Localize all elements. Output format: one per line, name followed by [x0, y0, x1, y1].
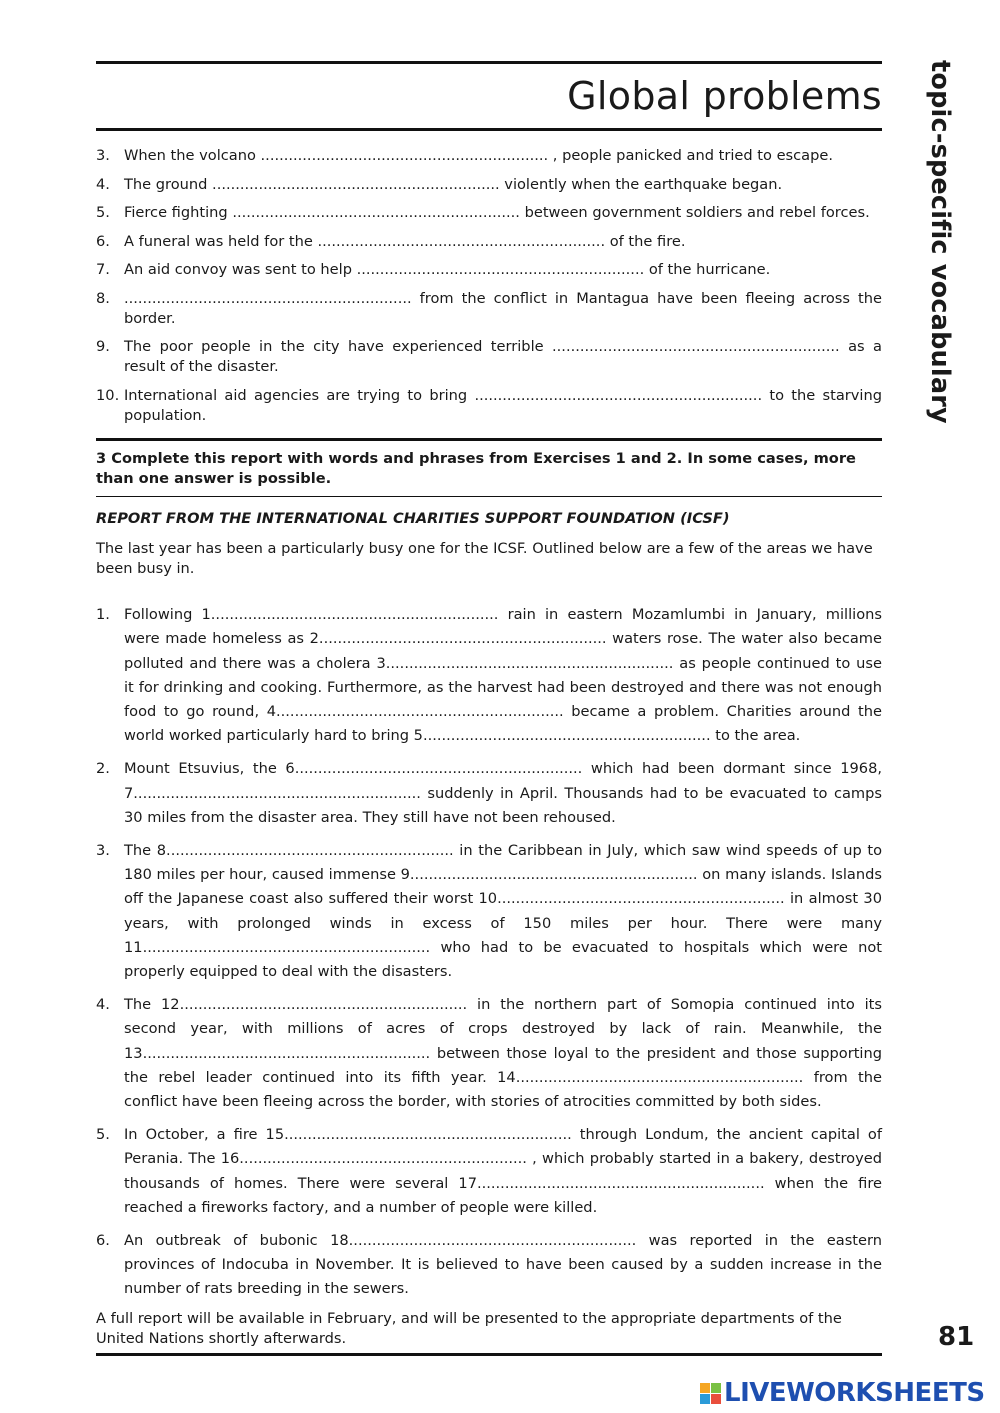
- side-label: topic-specific vocabulary: [925, 60, 955, 424]
- title-underline-rule: [96, 128, 882, 131]
- report-closing: A full report will be available in February, and will be presented to the appropriate departments of the United Nations shortly afterwards.: [96, 1310, 842, 1347]
- report-heading: REPORT FROM THE INTERNATIONAL CHARITIES SUPPORT FOUNDATION (ICSF): [96, 510, 730, 527]
- item-number: 5.: [96, 204, 110, 221]
- item-number: 4.: [96, 175, 110, 193]
- item-text: The poor people in the city have experienced terrible .............................................................. as a result of the disaster.: [124, 338, 882, 375]
- exercise-item: [96, 203, 882, 223]
- item-number: 9.: [96, 338, 110, 355]
- report-paragraph: [96, 1123, 882, 1220]
- item-text: International aid agencies are trying to bring .............................................................. to the starving population.: [124, 386, 882, 424]
- logo-text: LIVEWORKSHEETS: [724, 1378, 985, 1408]
- page-number: 81: [938, 1322, 975, 1352]
- item-text: A funeral was held for the .............................................................. of the fire.: [124, 232, 686, 250]
- item-text: When the volcano .............................................................. , people panicked and tried to escape.: [124, 147, 833, 164]
- paragraph-text: Mount Etsuvius, the 6.............................................................. which had been dormant since 1968, 7.............................................................. suddenly in April. Thousands had to be evacuated to camps 30 miles from the disaster area. They still have not been rehoused.: [124, 760, 882, 826]
- item-number: 7.: [96, 261, 110, 278]
- exercise-item: [96, 175, 882, 195]
- exercise-item: [96, 146, 882, 166]
- exercise-2-list: [96, 146, 882, 434]
- paragraph-number: 4.: [96, 995, 110, 1013]
- item-text: An aid convoy was sent to help .............................................................. of the hurricane.: [124, 261, 771, 278]
- report-paragraph: [96, 839, 882, 985]
- bottom-rule: [96, 1353, 882, 1356]
- exercise-item: [96, 232, 882, 252]
- report-paragraph: [96, 757, 882, 830]
- item-number: 8.: [96, 289, 110, 307]
- item-text: Fierce fighting .............................................................. between government soldiers and rebel forces.: [124, 204, 870, 221]
- paragraph-text: Following 1.............................................................. rain in eastern Mozamlumbi in January, millions were made homeless as 2.............................................................. waters rose. The water also became polluted and there was a cholera 3.............................................................. as people continued to use it for drinking and cooking. Furthermore, as the harvest had been destroyed and there was not enough food to go round, 4.............................................................. became a problem. Charities around the world worked particularly hard to bring 5.............................................................. to the area.: [124, 606, 882, 745]
- paragraph-number: 1.: [96, 606, 110, 623]
- report-paragraph: [96, 993, 882, 1114]
- report-paragraph: [96, 603, 882, 749]
- paragraph-text: The 8.............................................................. in the Caribbean in July, which saw wind speeds of up to 180 miles per hour, caused immense 9.............................................................. on many islands. Islands off the Japanese coast also suffered their worst 10.............................................................. in almost 30 years, with prolonged winds in excess of 150 miles per hour. There were many 11.............................................................. who had to be evacuated to hospitals which were not properly equipped to deal with the disasters.: [124, 841, 882, 981]
- exercise-item: [96, 337, 882, 377]
- report-paragraph: [96, 1229, 882, 1302]
- logo-square: [700, 1383, 710, 1393]
- paragraph-text: The 12.............................................................. in the northern part of Somopia continued into its second year, with millions of acres of crops destroyed by lack of rain. Meanwhile, the 13.............................................................. between those loyal to the president and those supporting the rebel leader continued into its fifth year. 14.............................................................. from the conflict have been fleeing across the border, with stories of atrocities committed by both sides.: [124, 995, 882, 1111]
- liveworksheets-logo: [700, 1378, 985, 1408]
- exercise-item: [96, 386, 882, 426]
- paragraph-text: An outbreak of bubonic 18.............................................................. was reported in the eastern provinces of Indocuba in November. It is believed to have been caused by a sudden increase in the number of rats breeding in the sewers.: [124, 1231, 882, 1298]
- instruction-rule: [96, 496, 882, 497]
- report-paragraphs: [96, 603, 882, 1310]
- item-text: The ground .............................................................. violently when the earthquake began.: [124, 175, 783, 193]
- paragraph-text: In October, a fire 15.............................................................. through Londum, the ancient capital of Perania. The 16.............................................................. , which probably started in a bakery, destroyed thousands of homes. There were several 17.............................................................. when the fire reached a fireworks factory, and a number of people were killed.: [124, 1125, 882, 1216]
- section-rule: [96, 438, 882, 441]
- logo-square: [711, 1394, 721, 1404]
- item-number: 10.: [96, 386, 120, 404]
- page-title: Global problems: [567, 74, 882, 118]
- logo-square: [700, 1394, 710, 1404]
- item-text: .............................................................. from the conflict in Mantagua have been fleeing across the border.: [124, 289, 882, 327]
- paragraph-number: 3.: [96, 841, 110, 859]
- paragraph-number: 2.: [96, 760, 110, 778]
- logo-square: [711, 1383, 721, 1393]
- item-number: 6.: [96, 232, 110, 250]
- item-number: 3.: [96, 147, 110, 164]
- exercise-item: [96, 289, 882, 329]
- exercise-item: [96, 260, 882, 280]
- report-intro: The last year has been a particularly busy one for the ICSF. Outlined below are a few of the areas we have been busy in.: [96, 540, 873, 577]
- exercise-3-instruction: 3 Complete this report with words and phrases from Exercises 1 and 2. In some cases, more than one answer is possible.: [96, 450, 856, 487]
- logo-mark-icon: [700, 1383, 721, 1404]
- paragraph-number: 5.: [96, 1125, 110, 1143]
- top-rule: [96, 61, 882, 64]
- paragraph-number: 6.: [96, 1231, 110, 1249]
